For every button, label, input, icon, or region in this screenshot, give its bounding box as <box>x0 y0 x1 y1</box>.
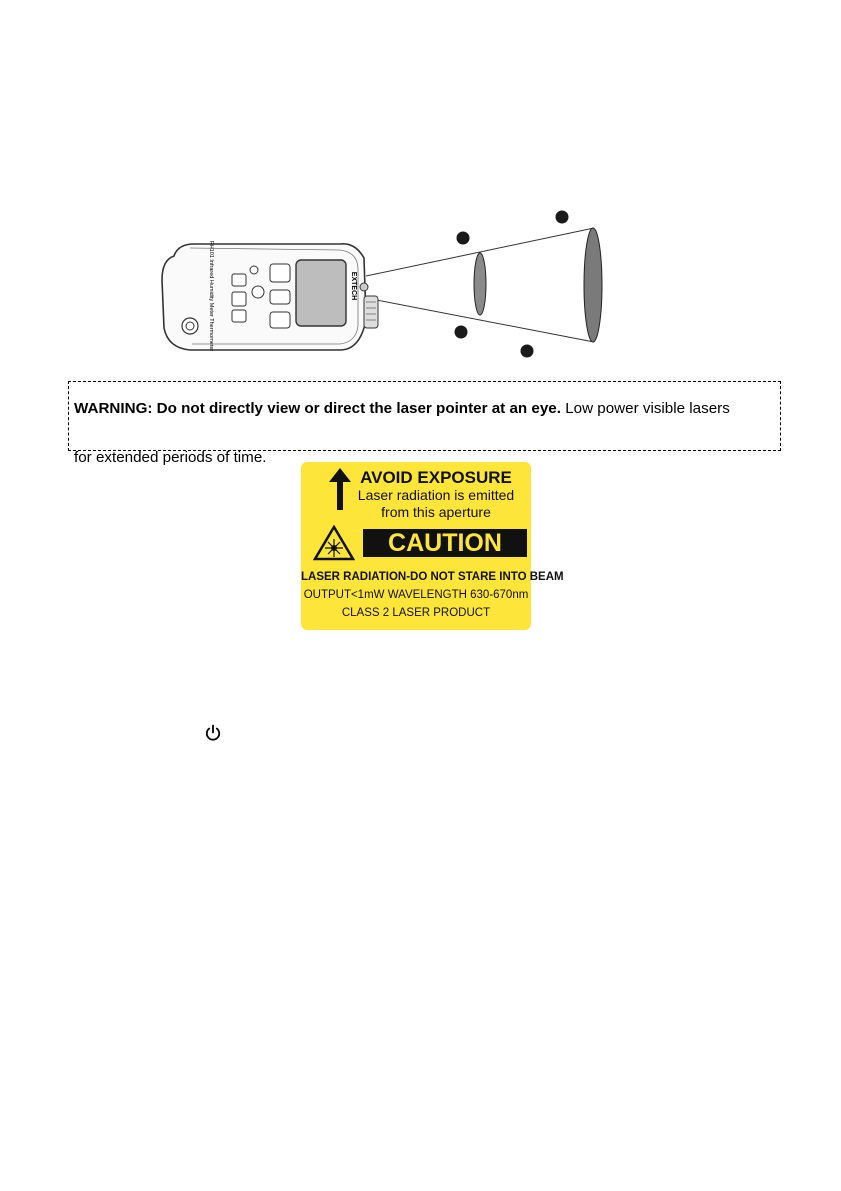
laser-hazard-icon <box>313 525 355 561</box>
label-line2: from this aperture <box>381 504 491 520</box>
label-line1: Laser radiation is emitted <box>357 487 515 503</box>
label-line3: LASER RADIATION-DO NOT STARE INTO BEAM <box>301 571 564 583</box>
marker-dot <box>457 232 470 245</box>
caution-text: CAUTION <box>388 529 502 557</box>
label-line4: OUTPUT<1mW WAVELENGTH 630-670nm <box>303 589 529 601</box>
near-spot <box>474 253 486 315</box>
far-spot <box>584 228 602 342</box>
label-line5: CLASS 2 LASER PRODUCT <box>341 607 491 619</box>
meter-model-text: RH101 Infrared Humidity Meter Thermometer <box>208 240 214 352</box>
marker-dot <box>556 211 569 224</box>
laser-caution-label <box>301 462 564 630</box>
meter-display <box>296 260 346 326</box>
label-heading: AVOID EXPOSURE <box>360 468 512 487</box>
marker-dot <box>521 345 534 358</box>
warning-text: Low power visible lasers <box>565 400 730 417</box>
meter-device <box>162 241 378 352</box>
marker-dot <box>455 326 468 339</box>
meter-brand: EXTECH <box>350 271 357 301</box>
meter-beam-diagram <box>150 200 610 365</box>
power-icon <box>204 724 222 742</box>
warning-continuation: for extended periods of time. <box>74 449 267 466</box>
warning-bold: WARNING: Do not directly view or direct the laser pointer at an eye. <box>74 400 561 417</box>
